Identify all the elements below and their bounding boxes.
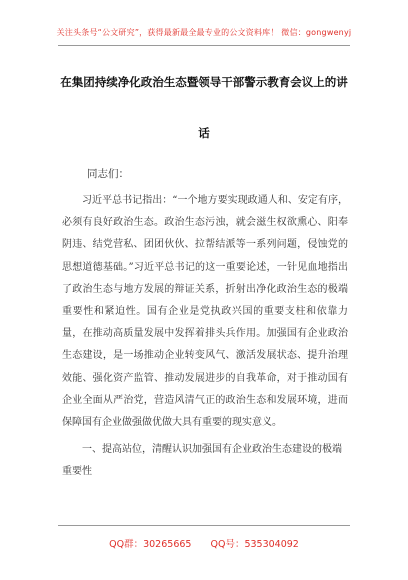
body-paragraph: 习近平总书记指出：“一个地方要实现政通人和、安定有序，必须有良好政治生态。政治生态污浊，就会滋生权欲熏心、阳奉阴违、结党营私、团团伙伙、拉帮结派等一系列问题，侵蚀党的思想道德基础。”习近平总书记的这一重要论述，一针见血地指出了政治生态与地方发展的辩证关系，折射出净化政治生态的极端重要性和紧迫性。国有企业是党执政兴国的重要支柱和依靠力量，在推动高质量发展中发挥着排头兵作用。加强国有企业政治生态建设，是一场推动企业转变风气、激活发展状态、提升治理效能、强化资产监管、推动发展进步的自我革命，对于推动国有企业全面从严治党，营造风清气正的政治生态和发展环境，进而保障国有企业做强做优做大具有重要的现实意义。 [62, 195, 348, 429]
document-title-line2: 话 [198, 126, 210, 140]
greeting: 同志们： [87, 168, 129, 180]
header-banner: 关注头条号“公文研究”，获得最新最全最专业的公文资料库！ 微信：gongwenyj [56, 28, 352, 37]
footer [0, 536, 408, 550]
footer-qq-group: QQ群：30265665 [109, 539, 192, 550]
header-divider [58, 45, 350, 46]
section-heading: 一、提高站位，清醒认识加强国有企业政治生态建设的极端重要性 [62, 444, 342, 477]
document-title-line1: 在集团持续净化政治生态暨领导干部警示教育会议上的讲 [60, 75, 348, 89]
footer-qq-number: QQ号：535304092 [210, 539, 299, 550]
footer-divider [58, 525, 350, 526]
